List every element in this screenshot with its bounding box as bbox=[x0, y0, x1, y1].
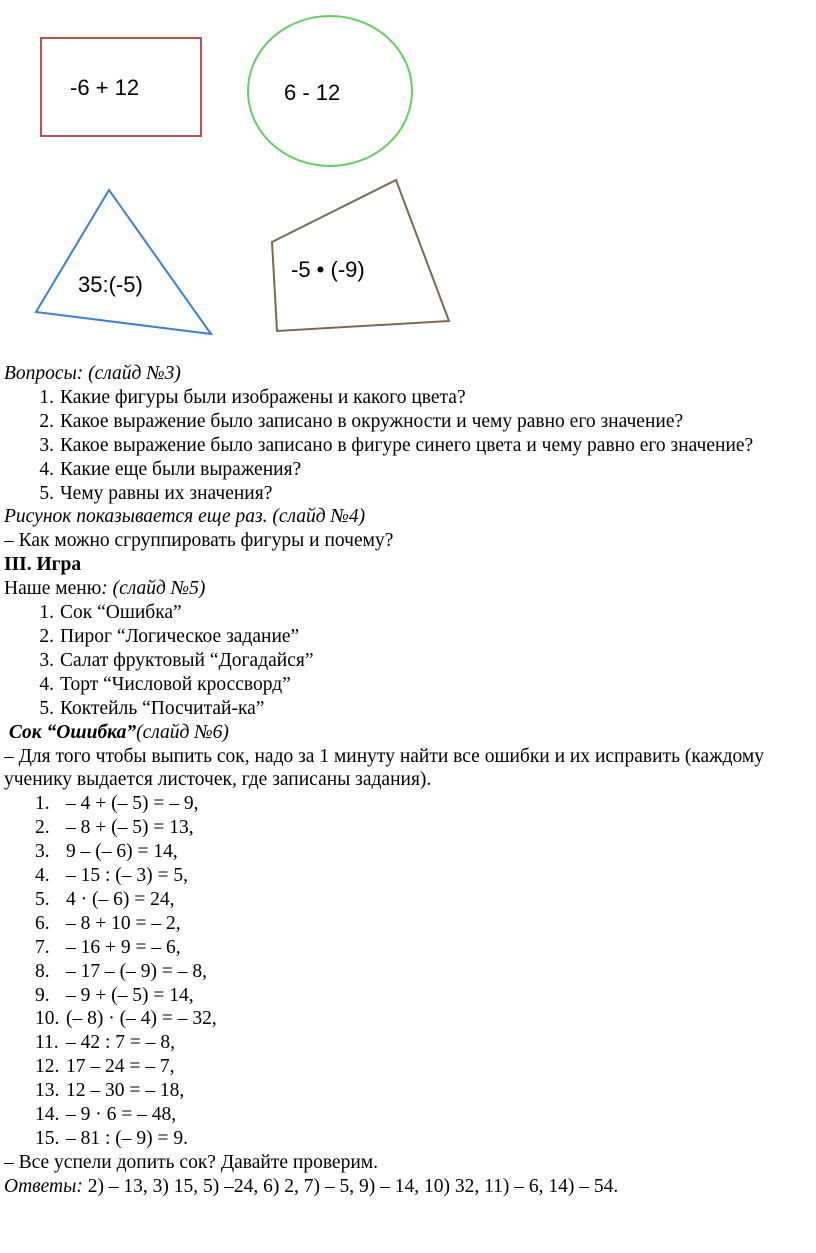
task-item-text: – 8 + 10 = – 2, bbox=[66, 912, 181, 934]
task-item bbox=[4, 864, 816, 888]
menu-item-number: 3. bbox=[39, 649, 54, 671]
task-item bbox=[4, 984, 816, 1008]
task-item bbox=[4, 912, 816, 936]
menu-list bbox=[4, 601, 816, 721]
task-item-text: – 4 + (– 5) = – 9, bbox=[66, 793, 199, 815]
question-item bbox=[4, 458, 816, 482]
task-item-text: – 42 : 7 = – 8, bbox=[66, 1032, 176, 1054]
task-item-number: 9. bbox=[35, 984, 50, 1006]
task-item-number: 10. bbox=[35, 1008, 60, 1030]
menu-heading bbox=[4, 577, 816, 601]
question-item-text: Какие фигуры были изображены и какого цвета? bbox=[60, 386, 466, 408]
task-item-text: (– 8) · (– 4) = – 32, bbox=[66, 1008, 217, 1030]
task-item bbox=[4, 816, 816, 840]
shapes-figure bbox=[0, 0, 816, 360]
task-item bbox=[4, 1127, 816, 1151]
task-item-number: 1. bbox=[35, 793, 50, 815]
task-item-number: 12. bbox=[35, 1056, 60, 1078]
question-item-number: 4. bbox=[39, 458, 54, 480]
question-item-number: 3. bbox=[39, 434, 54, 456]
rectangle-expression: -6 + 12 bbox=[70, 75, 140, 100]
task-item bbox=[4, 1055, 816, 1079]
question-item bbox=[4, 410, 816, 434]
task-item-number: 14. bbox=[35, 1104, 60, 1126]
menu-prefix: Наше меню bbox=[4, 578, 102, 600]
menu-item-text: Салат фруктовый “Догадайся” bbox=[60, 649, 314, 671]
task-item-text: – 15 : (– 3) = 5, bbox=[66, 865, 189, 887]
task-item-number: 3. bbox=[35, 841, 50, 863]
question-item bbox=[4, 482, 816, 506]
questions-list bbox=[4, 386, 816, 506]
question-item-text: Какое выражение было записано в окружности и чему равно его значение? bbox=[60, 410, 684, 432]
menu-suffix: : (слайд №5) bbox=[101, 578, 206, 600]
question-item bbox=[4, 386, 816, 410]
answers-line bbox=[4, 1175, 816, 1199]
task-item-number: 15. bbox=[35, 1128, 60, 1149]
tasks-list bbox=[4, 792, 816, 1151]
menu-item-text: Пирог “Логическое задание” bbox=[60, 625, 300, 647]
task-item bbox=[4, 888, 816, 912]
task-item bbox=[4, 1031, 816, 1055]
menu-item bbox=[4, 601, 816, 625]
menu-item-number: 4. bbox=[39, 673, 54, 695]
task-item bbox=[4, 1079, 816, 1103]
task-item-number: 8. bbox=[35, 960, 50, 982]
task-item-text: – 9 + (– 5) = 14, bbox=[66, 984, 194, 1006]
task-item-text: – 81 : (– 9) = 9. bbox=[66, 1128, 189, 1149]
task-item-number: 2. bbox=[35, 817, 50, 839]
document-body bbox=[4, 362, 816, 1199]
brown-quadrilateral bbox=[272, 180, 449, 331]
task-item-text: 12 – 30 = – 18, bbox=[66, 1080, 185, 1102]
task-item bbox=[4, 840, 816, 864]
task-item-text: 9 – (– 6) = 14, bbox=[66, 841, 178, 863]
juice-title: Сок “Ошибка” bbox=[8, 721, 137, 743]
section-title: III. Игра bbox=[4, 554, 82, 576]
menu-item-text: Торт “Числовой кроссворд” bbox=[60, 673, 291, 695]
check-line: – Все успели допить сок? Давайте проверим. bbox=[4, 1151, 378, 1173]
question-item-text: Какое выражение было записано в фигуре синего цвета и чему равно его значение? bbox=[60, 434, 754, 456]
answers-label: Ответы: bbox=[4, 1175, 83, 1197]
menu-item-number: 1. bbox=[39, 602, 54, 624]
task-item-number: 5. bbox=[35, 888, 50, 910]
juice-slide: (слайд №6) bbox=[136, 721, 229, 743]
answers-text: 2) – 13, 3) 15, 5) –24, 6) 2, 7) – 5, 9) – 14, 10) 32, 11) – 6, 14) – 54. bbox=[82, 1175, 619, 1197]
juice-heading bbox=[4, 721, 816, 745]
blue-triangle bbox=[36, 190, 211, 334]
menu-item-number: 5. bbox=[39, 697, 54, 719]
question-item-number: 1. bbox=[39, 386, 54, 408]
question-item-text: Какие еще были выражения? bbox=[60, 458, 302, 480]
menu-item-text: Коктейль “Посчитай-ка” bbox=[60, 697, 265, 719]
task-item bbox=[4, 1007, 816, 1031]
menu-item bbox=[4, 673, 816, 697]
task-item-number: 13. bbox=[35, 1080, 60, 1102]
quadrilateral-expression: -5 • (-9) bbox=[291, 257, 365, 282]
task-item-text: 4 · (– 6) = 24, bbox=[66, 888, 175, 910]
task-item-text: – 16 + 9 = – 6, bbox=[66, 936, 181, 958]
task-item-number: 4. bbox=[35, 865, 50, 887]
circle-expression: 6 - 12 bbox=[284, 80, 341, 105]
question-item-number: 2. bbox=[39, 410, 54, 432]
task-item-text: – 17 – (– 9) = – 8, bbox=[66, 960, 207, 982]
task-item-text: – 8 + (– 5) = 13, bbox=[66, 817, 194, 839]
task-item-number: 7. bbox=[35, 936, 50, 958]
menu-item bbox=[4, 649, 816, 673]
question-item-number: 5. bbox=[39, 482, 54, 504]
task-item bbox=[4, 936, 816, 960]
juice-instructions: – Для того чтобы выпить сок, надо за 1 минуту найти все ошибки и их исправить (каждому ученику выдается листочек, где записаны задания). bbox=[4, 745, 765, 791]
question-item-text: Чему равны их значения? bbox=[60, 482, 273, 504]
menu-item bbox=[4, 625, 816, 649]
task-item-text: 17 – 24 = – 7, bbox=[66, 1056, 175, 1078]
task-item-text: – 9 · 6 = – 48, bbox=[66, 1104, 177, 1126]
menu-item-text: Сок “Ошибка” bbox=[60, 602, 182, 624]
picture-again-note: Рисунок показывается еще раз. (слайд №4) bbox=[4, 506, 366, 528]
task-item-number: 6. bbox=[35, 912, 50, 934]
task-item bbox=[4, 1103, 816, 1127]
task-item bbox=[4, 960, 816, 984]
triangle-expression: 35:(-5) bbox=[78, 272, 143, 297]
task-item bbox=[4, 792, 816, 816]
task-item-number: 11. bbox=[35, 1032, 59, 1054]
menu-item-number: 2. bbox=[39, 625, 54, 647]
group-question: – Как можно сгруппировать фигуры и почему? bbox=[4, 530, 394, 552]
menu-item bbox=[4, 697, 816, 721]
questions-heading: Вопросы: (слайд №3) bbox=[4, 363, 181, 384]
question-item bbox=[4, 434, 816, 458]
